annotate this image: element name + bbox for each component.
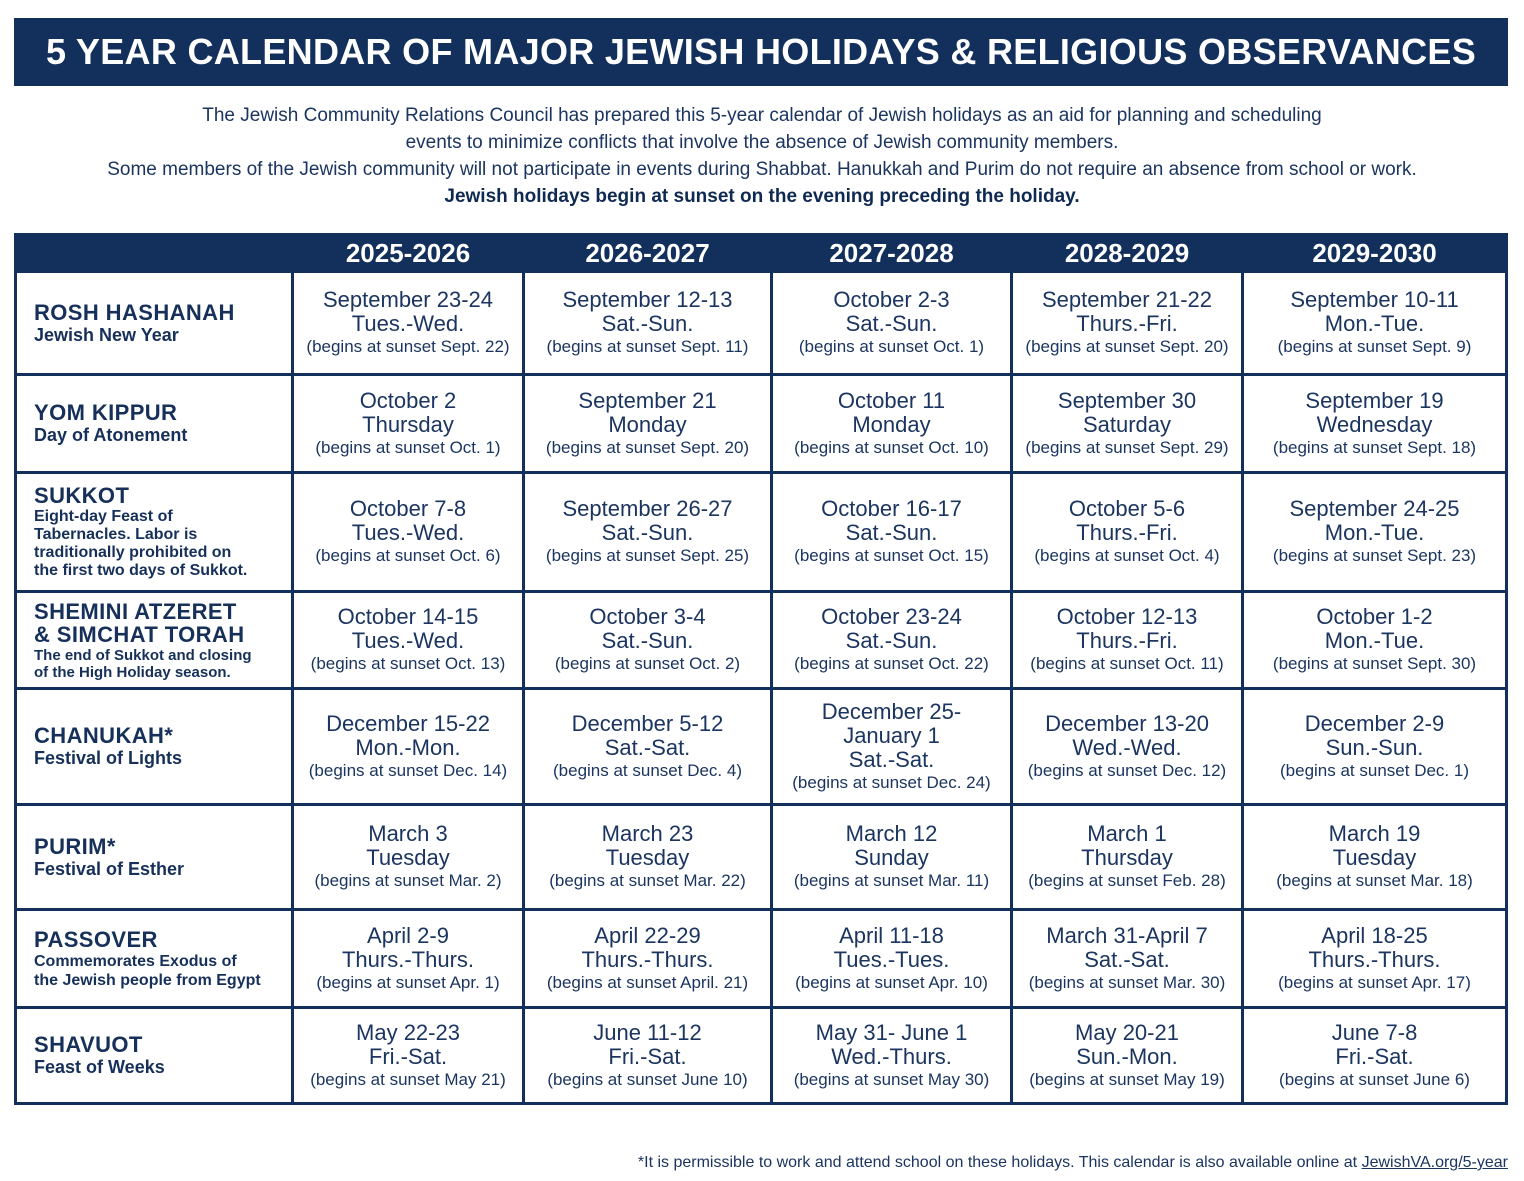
date-cell	[1244, 1009, 1505, 1102]
intro-line: Some members of the Jewish community will not participate in events during Shabbat. Hanukkah and Purim do not require an absence from school or work.	[107, 159, 1417, 180]
date-cell	[1244, 593, 1505, 687]
weekday-range: Thurs.-Fri.	[1076, 520, 1178, 545]
date-range: October 1-2	[1316, 604, 1433, 629]
date-cell	[525, 474, 770, 590]
begins-at-sunset-note: (begins at sunset Oct. 15)	[794, 546, 989, 565]
holiday-name: SHEMINI ATZERET	[34, 598, 237, 624]
begins-at-sunset-note: (begins at sunset Mar. 22)	[549, 871, 746, 890]
weekday-range: Tuesday	[366, 845, 450, 870]
date-cell	[525, 1009, 770, 1102]
begins-at-sunset-note: (begins at sunset Mar. 18)	[1276, 871, 1473, 890]
intro-line: The Jewish Community Relations Council has prepared this 5-year calendar of Jewish holidays as an aid for planning and scheduling	[202, 105, 1322, 126]
weekday-range: Thurs.-Fri.	[1076, 628, 1178, 653]
weekday-range: Tuesday	[605, 845, 690, 870]
begins-at-sunset-note: (begins at sunset Sept. 22)	[306, 337, 510, 356]
holiday-name: YOM KIPPUR	[34, 400, 178, 425]
weekday-range: Sat.-Sat.	[848, 746, 935, 772]
begins-at-sunset-note: (begins at sunset Sept. 20)	[1025, 337, 1229, 356]
date-cell	[773, 273, 1010, 373]
date-range: December 5-12	[571, 710, 724, 736]
date-range: April 22-29	[594, 922, 701, 948]
date-range: April 18-25	[1321, 922, 1428, 948]
holiday-name: SUKKOT	[34, 483, 130, 508]
begins-at-sunset-note: (begins at sunset Oct. 22)	[794, 654, 989, 673]
weekday-range: Sun.-Sun.	[1325, 734, 1424, 760]
weekday-range: Tues.-Wed.	[351, 628, 465, 653]
weekday-range: Fri.-Sat.	[368, 1043, 448, 1069]
weekday-range: Mon.-Tue.	[1324, 311, 1425, 336]
date-cell	[1013, 911, 1241, 1006]
date-range: September 21	[578, 387, 717, 413]
date-cell	[1244, 376, 1505, 471]
holiday-description: Festival of Esther	[34, 858, 185, 879]
year-header: 2028-2029	[1013, 236, 1241, 270]
date-cell	[294, 273, 522, 373]
date-range: June 7-8	[1331, 1019, 1418, 1045]
begins-at-sunset-note: (begins at sunset Oct. 11)	[1030, 654, 1224, 673]
weekday-range: Sat.-Sun.	[601, 311, 694, 336]
weekday-range: Thurs.-Fri.	[1076, 311, 1178, 336]
weekday-range: Fri.-Sat.	[608, 1043, 687, 1069]
begins-at-sunset-note: (begins at sunset Dec. 24)	[792, 772, 991, 792]
begins-at-sunset-note: (begins at sunset Sept. 9)	[1277, 337, 1472, 356]
date-cell	[1244, 806, 1505, 908]
date-range: October 12-13	[1056, 604, 1198, 629]
weekday-range: Tues.-Tues.	[833, 946, 950, 972]
date-cell	[294, 376, 522, 471]
date-cell	[294, 1009, 522, 1102]
date-range: September 10-11	[1290, 287, 1459, 312]
holiday-description: Eight-day Feast of	[34, 508, 173, 525]
begins-at-sunset-note: (begins at sunset Oct. 1)	[798, 337, 985, 356]
date-range: September 30	[1057, 387, 1197, 413]
weekday-range: Thurs.-Thurs.	[1308, 946, 1441, 972]
holiday-description: The end of Sukkot and closing	[34, 646, 252, 664]
holiday-label-cell	[17, 806, 291, 908]
begins-at-sunset-note: (begins at sunset Dec. 1)	[1280, 760, 1469, 780]
date-range: March 3	[368, 821, 448, 846]
year-header: 2026-2027	[525, 236, 770, 270]
begins-at-sunset-note: (begins at sunset Dec. 12)	[1027, 760, 1227, 780]
holiday-description: Day of Atonement	[34, 425, 188, 445]
begins-at-sunset-note: (begins at sunset Sept. 29)	[1025, 437, 1229, 457]
date-cell	[773, 593, 1010, 687]
begins-at-sunset-note: (begins at sunset June 10)	[547, 1069, 748, 1089]
date-range: October 16-17	[821, 496, 962, 521]
date-cell	[525, 911, 770, 1006]
weekday-range: Sunday	[854, 845, 929, 870]
holiday-label-cell	[17, 474, 291, 590]
footer-text: *It is permissible to work and attend school on these holidays. This calendar is also available online at	[637, 1154, 1362, 1171]
begins-at-sunset-note: (begins at sunset Mar. 30)	[1028, 972, 1226, 992]
date-range: September 12-13	[562, 287, 733, 312]
holiday-name: PASSOVER	[34, 926, 158, 952]
date-range: January 1	[843, 722, 940, 748]
date-cell	[773, 806, 1010, 908]
weekday-range: Sat.-Sat.	[604, 734, 691, 760]
weekday-range: Monday	[852, 411, 931, 437]
date-range: December 25-	[821, 698, 962, 724]
weekday-range: Wed.-Wed.	[1072, 734, 1182, 760]
date-range: December 2-9	[1304, 710, 1445, 736]
date-cell	[1013, 690, 1241, 803]
year-header: 2025-2026	[294, 236, 522, 270]
year-header: 2027-2028	[773, 236, 1010, 270]
date-cell	[294, 806, 522, 908]
title-banner	[14, 18, 1508, 86]
date-cell	[1244, 911, 1505, 1006]
date-range: October 14-15	[337, 604, 479, 629]
holiday-description: the first two days of Sukkot.	[34, 562, 248, 579]
date-range: May 20-21	[1075, 1019, 1179, 1045]
begins-at-sunset-note: (begins at sunset May 30)	[793, 1069, 990, 1089]
begins-at-sunset-note: (begins at sunset Sept. 23)	[1272, 546, 1477, 565]
date-cell	[773, 1009, 1010, 1102]
weekday-range: Sat.-Sun.	[845, 520, 938, 545]
begins-at-sunset-note: (begins at sunset Oct. 10)	[794, 437, 989, 457]
date-cell	[294, 474, 522, 590]
date-range: September 24-25	[1289, 496, 1460, 521]
date-cell	[1244, 690, 1505, 803]
holiday-name: PURIM*	[34, 833, 116, 859]
date-cell	[1013, 1009, 1241, 1102]
begins-at-sunset-note: (begins at sunset Oct. 2)	[554, 654, 741, 673]
weekday-range: Mon.-Tue.	[1324, 628, 1425, 653]
date-cell	[1013, 806, 1241, 908]
date-cell	[294, 593, 522, 687]
date-cell	[525, 273, 770, 373]
calendar-online-link[interactable]: JewishVA.org/5-year	[1361, 1154, 1508, 1171]
date-cell	[773, 376, 1010, 471]
date-cell	[525, 806, 770, 908]
weekday-range: Mon.-Tue.	[1324, 520, 1425, 545]
holiday-description: the Jewish people from Egypt	[34, 971, 261, 989]
header-corner	[17, 236, 291, 270]
holiday-name: SHAVUOT	[34, 1032, 143, 1057]
begins-at-sunset-note: (begins at sunset Oct. 13)	[310, 654, 506, 673]
intro-line: events to minimize conflicts that involve the absence of Jewish community members.	[405, 132, 1119, 153]
date-cell	[1244, 273, 1505, 373]
date-range: October 2	[359, 387, 457, 413]
weekday-range: Tues.-Wed.	[351, 311, 465, 336]
date-cell	[1013, 593, 1241, 687]
date-cell	[525, 690, 770, 803]
holiday-description: Festival of Lights	[34, 748, 183, 768]
begins-at-sunset-note: (begins at sunset Dec. 4)	[553, 760, 742, 780]
holiday-description: of the High Holiday season.	[34, 663, 231, 681]
begins-at-sunset-note: (begins at sunset Oct. 6)	[315, 546, 501, 565]
holiday-label-cell	[17, 376, 291, 471]
sunset-note: Jewish holidays begin at sunset on the evening preceding the holiday.	[444, 186, 1080, 207]
date-cell	[1244, 474, 1505, 590]
holiday-label-cell	[17, 1009, 291, 1102]
date-range: May 31- June 1	[815, 1019, 968, 1045]
begins-at-sunset-note: (begins at sunset Sept. 30)	[1272, 654, 1477, 673]
begins-at-sunset-note: (begins at sunset April. 21)	[546, 972, 749, 992]
holiday-label-cell	[17, 911, 291, 1006]
weekday-range: Sat.-Sun.	[601, 520, 694, 545]
weekday-range: Wed.-Thurs.	[831, 1043, 952, 1069]
date-cell	[1013, 376, 1241, 471]
date-range: October 7-8	[349, 496, 467, 521]
date-range: October 2-3	[833, 287, 950, 312]
weekday-range: Thurs.-Thurs.	[581, 946, 714, 972]
begins-at-sunset-note: (begins at sunset Mar. 2)	[314, 871, 502, 890]
holiday-description: Commemorates Exodus of	[34, 952, 237, 970]
date-range: April 11-18	[839, 922, 944, 948]
date-range: March 19	[1328, 821, 1421, 846]
begins-at-sunset-note: (begins at sunset Dec. 14)	[308, 760, 508, 780]
begins-at-sunset-note: (begins at sunset Apr. 1)	[316, 972, 500, 992]
date-range: October 3-4	[589, 604, 706, 629]
weekday-range: Sat.-Sun.	[601, 628, 694, 653]
weekday-range: Thursday	[362, 411, 454, 437]
date-range: March 12	[845, 821, 938, 846]
date-range: September 19	[1305, 387, 1444, 413]
begins-at-sunset-note: (begins at sunset May 19)	[1029, 1069, 1225, 1089]
date-range: March 23	[601, 821, 694, 846]
begins-at-sunset-note: (begins at sunset Oct. 4)	[1034, 546, 1220, 565]
date-cell	[1013, 474, 1241, 590]
weekday-range: Tues.-Wed.	[351, 520, 465, 545]
date-range: September 23-24	[323, 287, 493, 312]
date-range: September 26-27	[562, 496, 733, 521]
begins-at-sunset-note: (begins at sunset Sept. 20)	[545, 437, 750, 457]
weekday-range: Sat.-Sun.	[845, 311, 938, 336]
date-cell	[1013, 273, 1241, 373]
date-range: March 1	[1087, 821, 1167, 846]
weekday-range: Wednesday	[1316, 411, 1433, 437]
date-range: September 21-22	[1042, 287, 1212, 312]
holiday-description: Tabernacles. Labor is	[34, 526, 198, 543]
date-range: October 5-6	[1068, 496, 1186, 521]
weekday-range: Saturday	[1082, 411, 1172, 437]
holiday-name: CHANUKAH*	[34, 723, 174, 748]
holiday-description: Feast of Weeks	[34, 1057, 165, 1077]
begins-at-sunset-note: (begins at sunset June 6)	[1279, 1069, 1470, 1089]
begins-at-sunset-note: (begins at sunset Apr. 17)	[1278, 972, 1471, 992]
date-cell	[294, 911, 522, 1006]
page-title: 5 YEAR CALENDAR OF MAJOR JEWISH HOLIDAYS & RELIGIOUS OBSERVANCES	[45, 31, 1477, 72]
begins-at-sunset-note: (begins at sunset Sept. 18)	[1272, 437, 1477, 457]
begins-at-sunset-note: (begins at sunset Apr. 10)	[795, 972, 988, 992]
date-range: June 11-12	[593, 1019, 702, 1045]
intro-text	[0, 102, 1524, 210]
date-cell	[773, 911, 1010, 1006]
weekday-range: Thursday	[1081, 845, 1173, 870]
holiday-calendar-table	[14, 233, 1508, 1105]
begins-at-sunset-note: (begins at sunset Mar. 11)	[793, 871, 990, 890]
year-header: 2029-2030	[1244, 236, 1505, 270]
date-range: April 2-9	[367, 922, 449, 948]
weekday-range: Sat.-Sun.	[845, 628, 938, 653]
holiday-name: ROSH HASHANAH	[34, 299, 235, 325]
date-range: October 11	[837, 387, 946, 413]
footer-note	[638, 1152, 1508, 1174]
date-cell	[525, 593, 770, 687]
weekday-range: Tuesday	[1332, 845, 1417, 870]
begins-at-sunset-note: (begins at sunset Feb. 28)	[1028, 871, 1226, 890]
date-range: December 15-22	[326, 710, 490, 736]
holiday-name: & SIMCHAT TORAH	[34, 621, 245, 647]
holiday-label-cell	[17, 690, 291, 803]
begins-at-sunset-note: (begins at sunset Oct. 1)	[315, 437, 501, 457]
holiday-description: Jewish New Year	[34, 324, 179, 345]
begins-at-sunset-note: (begins at sunset May 21)	[310, 1069, 506, 1089]
weekday-range: Monday	[608, 411, 687, 437]
date-cell	[773, 474, 1010, 590]
weekday-range: Mon.-Mon.	[355, 734, 461, 760]
begins-at-sunset-note: (begins at sunset Sept. 11)	[546, 337, 749, 356]
holiday-label-cell	[17, 593, 291, 687]
date-cell	[294, 690, 522, 803]
weekday-range: Sat.-Sat.	[1084, 946, 1170, 972]
date-cell	[773, 690, 1010, 803]
weekday-range: Fri.-Sat.	[1335, 1043, 1414, 1069]
weekday-range: Sun.-Mon.	[1076, 1043, 1178, 1069]
date-range: May 22-23	[356, 1019, 460, 1045]
date-range: December 13-20	[1045, 710, 1209, 736]
date-cell	[525, 376, 770, 471]
holiday-description: traditionally prohibited on	[34, 544, 232, 561]
holiday-label-cell	[17, 273, 291, 373]
weekday-range: Thurs.-Thurs.	[341, 946, 475, 972]
date-range: October 23-24	[821, 604, 962, 629]
begins-at-sunset-note: (begins at sunset Sept. 25)	[545, 546, 750, 565]
date-range: March 31-April 7	[1046, 922, 1208, 948]
